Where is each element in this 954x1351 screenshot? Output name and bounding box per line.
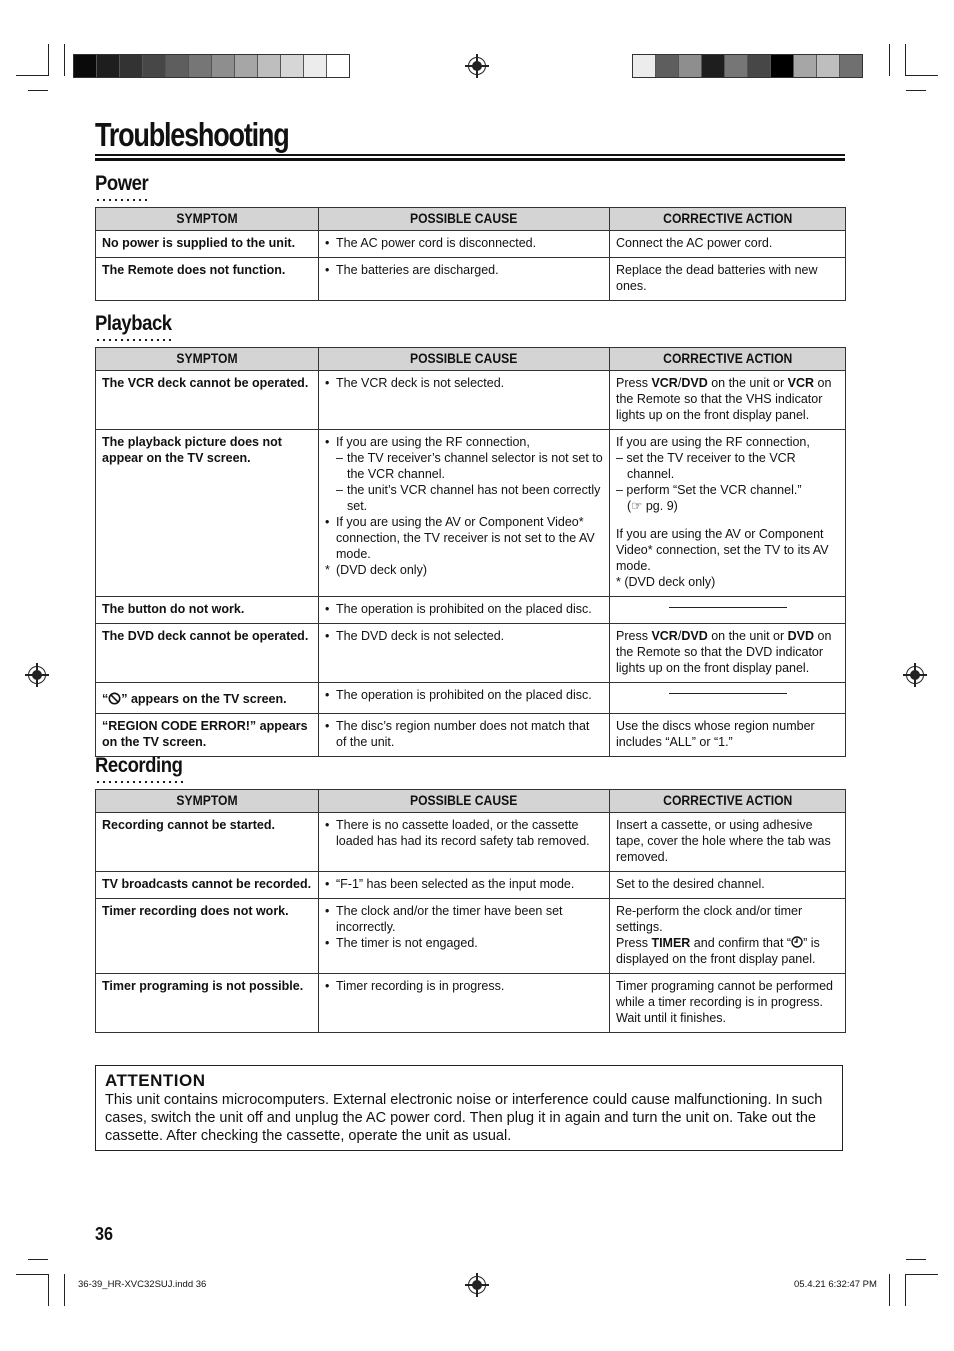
table-row [96, 813, 846, 872]
color-swatch [212, 55, 235, 77]
crop-mark [28, 1259, 48, 1260]
cause-cell: • The disc’s region number does not match that of the unit. [319, 714, 610, 757]
column-header-cause: POSSIBLE CAUSE [319, 348, 610, 371]
recording-section [95, 754, 845, 1033]
page-title: Troubleshooting [95, 116, 289, 153]
table-row [96, 974, 846, 1033]
table-header-row [96, 348, 846, 371]
dotted-underline [95, 339, 173, 341]
attention-box [95, 1065, 843, 1151]
footer-timestamp: 05.4.21 6:32:47 PM [794, 1279, 877, 1290]
symptom-cell: No power is supplied to the unit. [96, 231, 319, 258]
action-cell: Replace the dead batteries with new ones. [610, 258, 846, 301]
recording-table [95, 789, 846, 1033]
attention-heading: ATTENTION [105, 1071, 206, 1090]
crop-mark [889, 1274, 890, 1306]
crop-mark [64, 1274, 65, 1306]
registration-mark-icon [468, 1276, 486, 1294]
symptom-cell: Timer programing is not possible. [96, 974, 319, 1033]
power-section [95, 172, 845, 301]
color-bar-left [73, 54, 350, 78]
table-row [96, 231, 846, 258]
symptom-cell: The button do not work. [96, 597, 319, 624]
table-row [96, 683, 846, 714]
color-swatch [725, 55, 748, 77]
color-swatch [771, 55, 794, 77]
attention-body: This unit contains microcomputers. External electronic noise or interference could cause malfunctioning. In such cases, switch the unit off and unplug the AC power cord. Then plug it in again and turn the unit on. Take out the cassette. After checking the cassette, operate the unit as usual. [105, 1092, 823, 1144]
action-cell: Connect the AC power cord. [610, 231, 846, 258]
crop-mark [906, 1259, 926, 1260]
color-swatch [120, 55, 143, 77]
symptom-cell: Timer recording does not work. [96, 899, 319, 974]
table-row [96, 899, 846, 974]
action-cell: Press VCR/DVD on the unit or VCR on the Remote so that the VHS indicator lights up on the front display panel. [610, 371, 846, 430]
section-heading-playback: Playback [95, 312, 172, 335]
action-cell: Insert a cassette, or using adhesive tape, cover the hole where the tab was removed. [610, 813, 846, 872]
crop-mark [48, 1274, 49, 1306]
cause-cell: • There is no cassette loaded, or the cassette loaded has had its record safety tab removed. [319, 813, 610, 872]
crop-mark [906, 75, 938, 76]
color-swatch [656, 55, 679, 77]
action-cell: Timer programing cannot be performed while a timer recording is in progress. Wait until it finishes. [610, 974, 846, 1033]
color-swatch [679, 55, 702, 77]
cause-cell: • The batteries are discharged. [319, 258, 610, 301]
crop-mark [16, 75, 48, 76]
color-swatch [327, 55, 349, 77]
crop-mark [905, 1274, 906, 1306]
column-header-symptom: SYMPTOM [96, 790, 319, 813]
table-row [96, 430, 846, 597]
symptom-cell: The VCR deck cannot be operated. [96, 371, 319, 430]
table-row [96, 371, 846, 430]
color-swatch [702, 55, 725, 77]
clock-icon [791, 936, 803, 948]
color-swatch [633, 55, 656, 77]
symptom-cell: The DVD deck cannot be operated. [96, 624, 319, 683]
cause-cell: • “F-1” has been selected as the input mode. [319, 872, 610, 899]
prohibited-icon [108, 692, 121, 705]
no-action-line [669, 607, 787, 608]
symptom-cell: The playback picture does not appear on the TV screen. [96, 430, 319, 597]
color-swatch [794, 55, 817, 77]
cause-cell: • The VCR deck is not selected. [319, 371, 610, 430]
table-header-row [96, 208, 846, 231]
column-header-action: CORRECTIVE ACTION [610, 208, 846, 231]
color-swatch [97, 55, 120, 77]
dotted-underline [95, 199, 150, 201]
action-cell: Press VCR/DVD on the unit or DVD on the Remote so that the DVD indicator lights up on the front display panel. [610, 624, 846, 683]
crop-mark [905, 44, 906, 76]
cause-cell: • The DVD deck is not selected. [319, 624, 610, 683]
crop-mark [906, 90, 926, 91]
crop-mark [16, 1274, 48, 1275]
table-header-row [96, 790, 846, 813]
cause-cell: • The operation is prohibited on the placed disc. [319, 597, 610, 624]
table-row [96, 872, 846, 899]
power-table [95, 207, 846, 301]
action-cell: Use the discs whose region number includes “ALL” or “1.” [610, 714, 846, 757]
table-row [96, 714, 846, 757]
cause-cell: • The AC power cord is disconnected. [319, 231, 610, 258]
cause-cell: • The operation is prohibited on the placed disc. [319, 683, 610, 714]
color-swatch [143, 55, 166, 77]
crop-mark [48, 44, 49, 76]
dotted-underline [95, 781, 183, 783]
table-row [96, 258, 846, 301]
title-rule [95, 154, 845, 156]
column-header-action: CORRECTIVE ACTION [610, 348, 846, 371]
table-row [96, 597, 846, 624]
column-header-symptom: SYMPTOM [96, 208, 319, 231]
crop-mark [64, 44, 65, 76]
section-heading-recording: Recording [95, 754, 183, 777]
color-swatch [281, 55, 304, 77]
title-rule [95, 158, 845, 161]
registration-mark-icon [28, 666, 46, 684]
color-swatch [235, 55, 258, 77]
color-swatch [304, 55, 327, 77]
color-swatch [840, 55, 862, 77]
page-number: 36 [95, 1224, 114, 1244]
color-swatch [258, 55, 281, 77]
color-swatch [166, 55, 189, 77]
column-header-symptom: SYMPTOM [96, 348, 319, 371]
cause-cell: • The clock and/or the timer have been set incorrectly. • The timer is not engaged. [319, 899, 610, 974]
section-heading-power: Power [95, 172, 149, 195]
column-header-cause: POSSIBLE CAUSE [319, 208, 610, 231]
crop-mark [889, 44, 890, 76]
color-swatch [74, 55, 97, 77]
symptom-cell: “ ” appears on the TV screen. [96, 683, 319, 714]
color-swatch [817, 55, 840, 77]
column-header-cause: POSSIBLE CAUSE [319, 790, 610, 813]
cause-cell: • If you are using the RF connection, – the TV receiver’s channel selector is not set to the VCR channel. – the unit’s VCR channel has not been correctly set. • If you are using the AV or Component Video* connection, the TV receiver is not set to the AV mode. * (DVD deck only) [319, 430, 610, 597]
color-bar-right [632, 54, 863, 78]
symptom-cell: Recording cannot be started. [96, 813, 319, 872]
registration-mark-icon [906, 666, 924, 684]
playback-table [95, 347, 846, 757]
column-header-action: CORRECTIVE ACTION [610, 790, 846, 813]
crop-mark [28, 90, 48, 91]
cause-cell: • Timer recording is in progress. [319, 974, 610, 1033]
registration-mark-icon [468, 57, 486, 75]
playback-section [95, 312, 845, 757]
action-cell: Set to the desired channel. [610, 872, 846, 899]
action-cell: If you are using the RF connection, – set the TV receiver to the VCR channel. – perform “Set the VCR channel.” (☞ pg. 9) If you are using the AV or Component Video* connection, set the TV to its AV mode. * (DVD deck only) [610, 430, 846, 597]
footer-file-info: 36-39_HR-XVC32SUJ.indd 36 [78, 1279, 207, 1290]
color-swatch [189, 55, 212, 77]
no-action-line [669, 693, 787, 694]
symptom-cell: TV broadcasts cannot be recorded. [96, 872, 319, 899]
action-cell: Re-perform the clock and/or timer settings. Press TIMER and confirm that “ ” is displayed on the front display panel. [610, 899, 846, 974]
symptom-cell: “REGION CODE ERROR!” appears on the TV screen. [96, 714, 319, 757]
table-row [96, 624, 846, 683]
crop-mark [906, 1274, 938, 1275]
action-cell [610, 597, 846, 624]
action-cell [610, 683, 846, 714]
symptom-cell: The Remote does not function. [96, 258, 319, 301]
color-swatch [748, 55, 771, 77]
